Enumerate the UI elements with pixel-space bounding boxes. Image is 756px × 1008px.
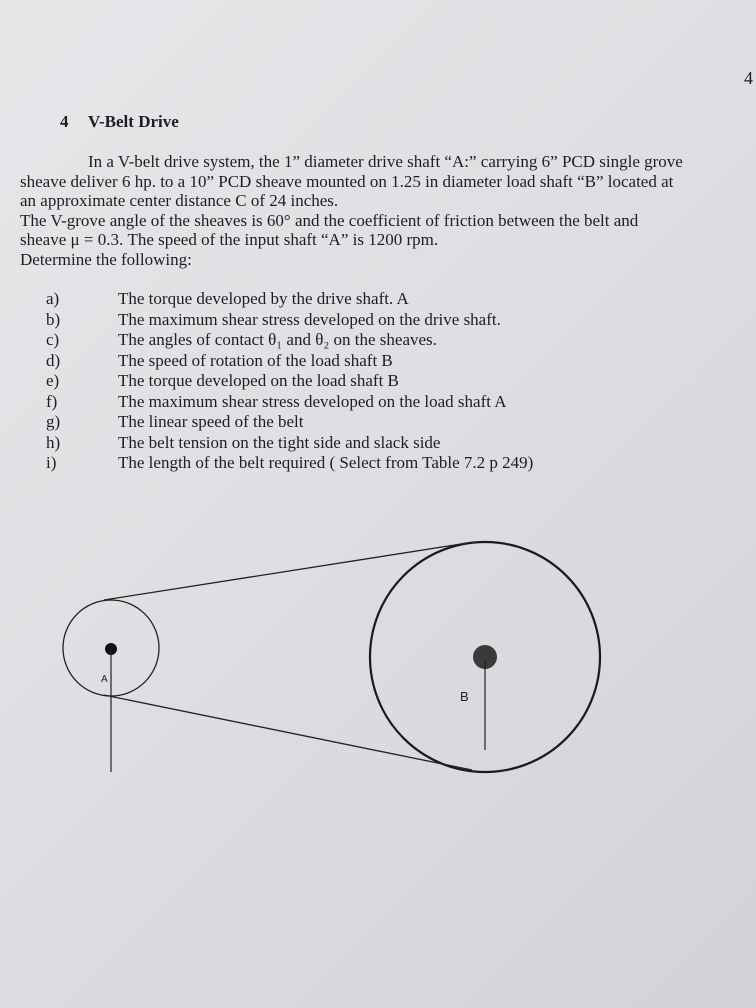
question-text: The belt tension on the tight side and slack side	[118, 432, 441, 452]
section-heading	[60, 112, 179, 132]
section-number: 4	[60, 112, 69, 131]
question-text: The torque developed by the drive shaft. A	[118, 289, 409, 308]
question-text: The maximum shear stress developed on the drive shaft.	[118, 309, 501, 329]
question-item	[46, 453, 533, 474]
statement-line: sheave deliver 6 hp. to a 10” PCD sheave mounted on 1.25 in diameter load shaft “B” located at	[20, 171, 674, 191]
statement-line: The V-grove angle of the sheaves is 60° and the coefficient of friction between the belt and	[20, 210, 639, 230]
question-item	[46, 371, 533, 392]
question-text: The angles of contact θ₁ and θ₂ on the sheaves.	[118, 330, 437, 349]
question-letter: b)	[46, 309, 61, 329]
problem-statement	[20, 152, 745, 269]
belt-tight-side	[104, 542, 474, 600]
question-item	[46, 330, 533, 351]
question-letter: i)	[46, 453, 57, 472]
question-item	[46, 351, 533, 372]
statement-line: an approximate center distance C of 24 inches.	[20, 191, 339, 210]
question-text: The torque developed on the load shaft B	[118, 371, 399, 390]
question-item	[46, 412, 533, 433]
question-letter: h)	[46, 432, 61, 452]
question-letter: f)	[46, 391, 58, 411]
question-text: The length of the belt required ( Select from Table 7.2 p 249)	[118, 453, 534, 472]
question-letter: a)	[46, 289, 60, 308]
statement-line: In a V-belt drive system, the 1” diameter drive shaft “A:” carrying 6” PCD single grove	[88, 152, 683, 171]
question-item	[46, 310, 533, 331]
question-text: The linear speed of the belt	[118, 412, 304, 431]
statement-line: Determine the following:	[20, 249, 192, 269]
belt-drive-diagram	[0, 540, 756, 790]
question-item	[46, 289, 533, 310]
page-number: 4	[744, 68, 753, 88]
section-title: V-Belt Drive	[88, 112, 179, 131]
belt-slack-side	[104, 695, 472, 770]
question-item	[46, 433, 533, 454]
question-item	[46, 392, 533, 413]
question-list	[46, 289, 533, 474]
label-b: B	[460, 689, 469, 704]
statement-line: sheave μ = 0.3. The speed of the input shaft “A” is 1200 rpm.	[20, 230, 439, 249]
question-letter: g)	[46, 412, 61, 431]
question-letter: d)	[46, 350, 61, 370]
question-letter: c)	[46, 330, 60, 349]
label-a: A	[101, 674, 108, 685]
question-text: The maximum shear stress developed on the load shaft A	[118, 391, 507, 411]
question-text: The speed of rotation of the load shaft B	[118, 350, 393, 370]
question-letter: e)	[46, 371, 60, 390]
